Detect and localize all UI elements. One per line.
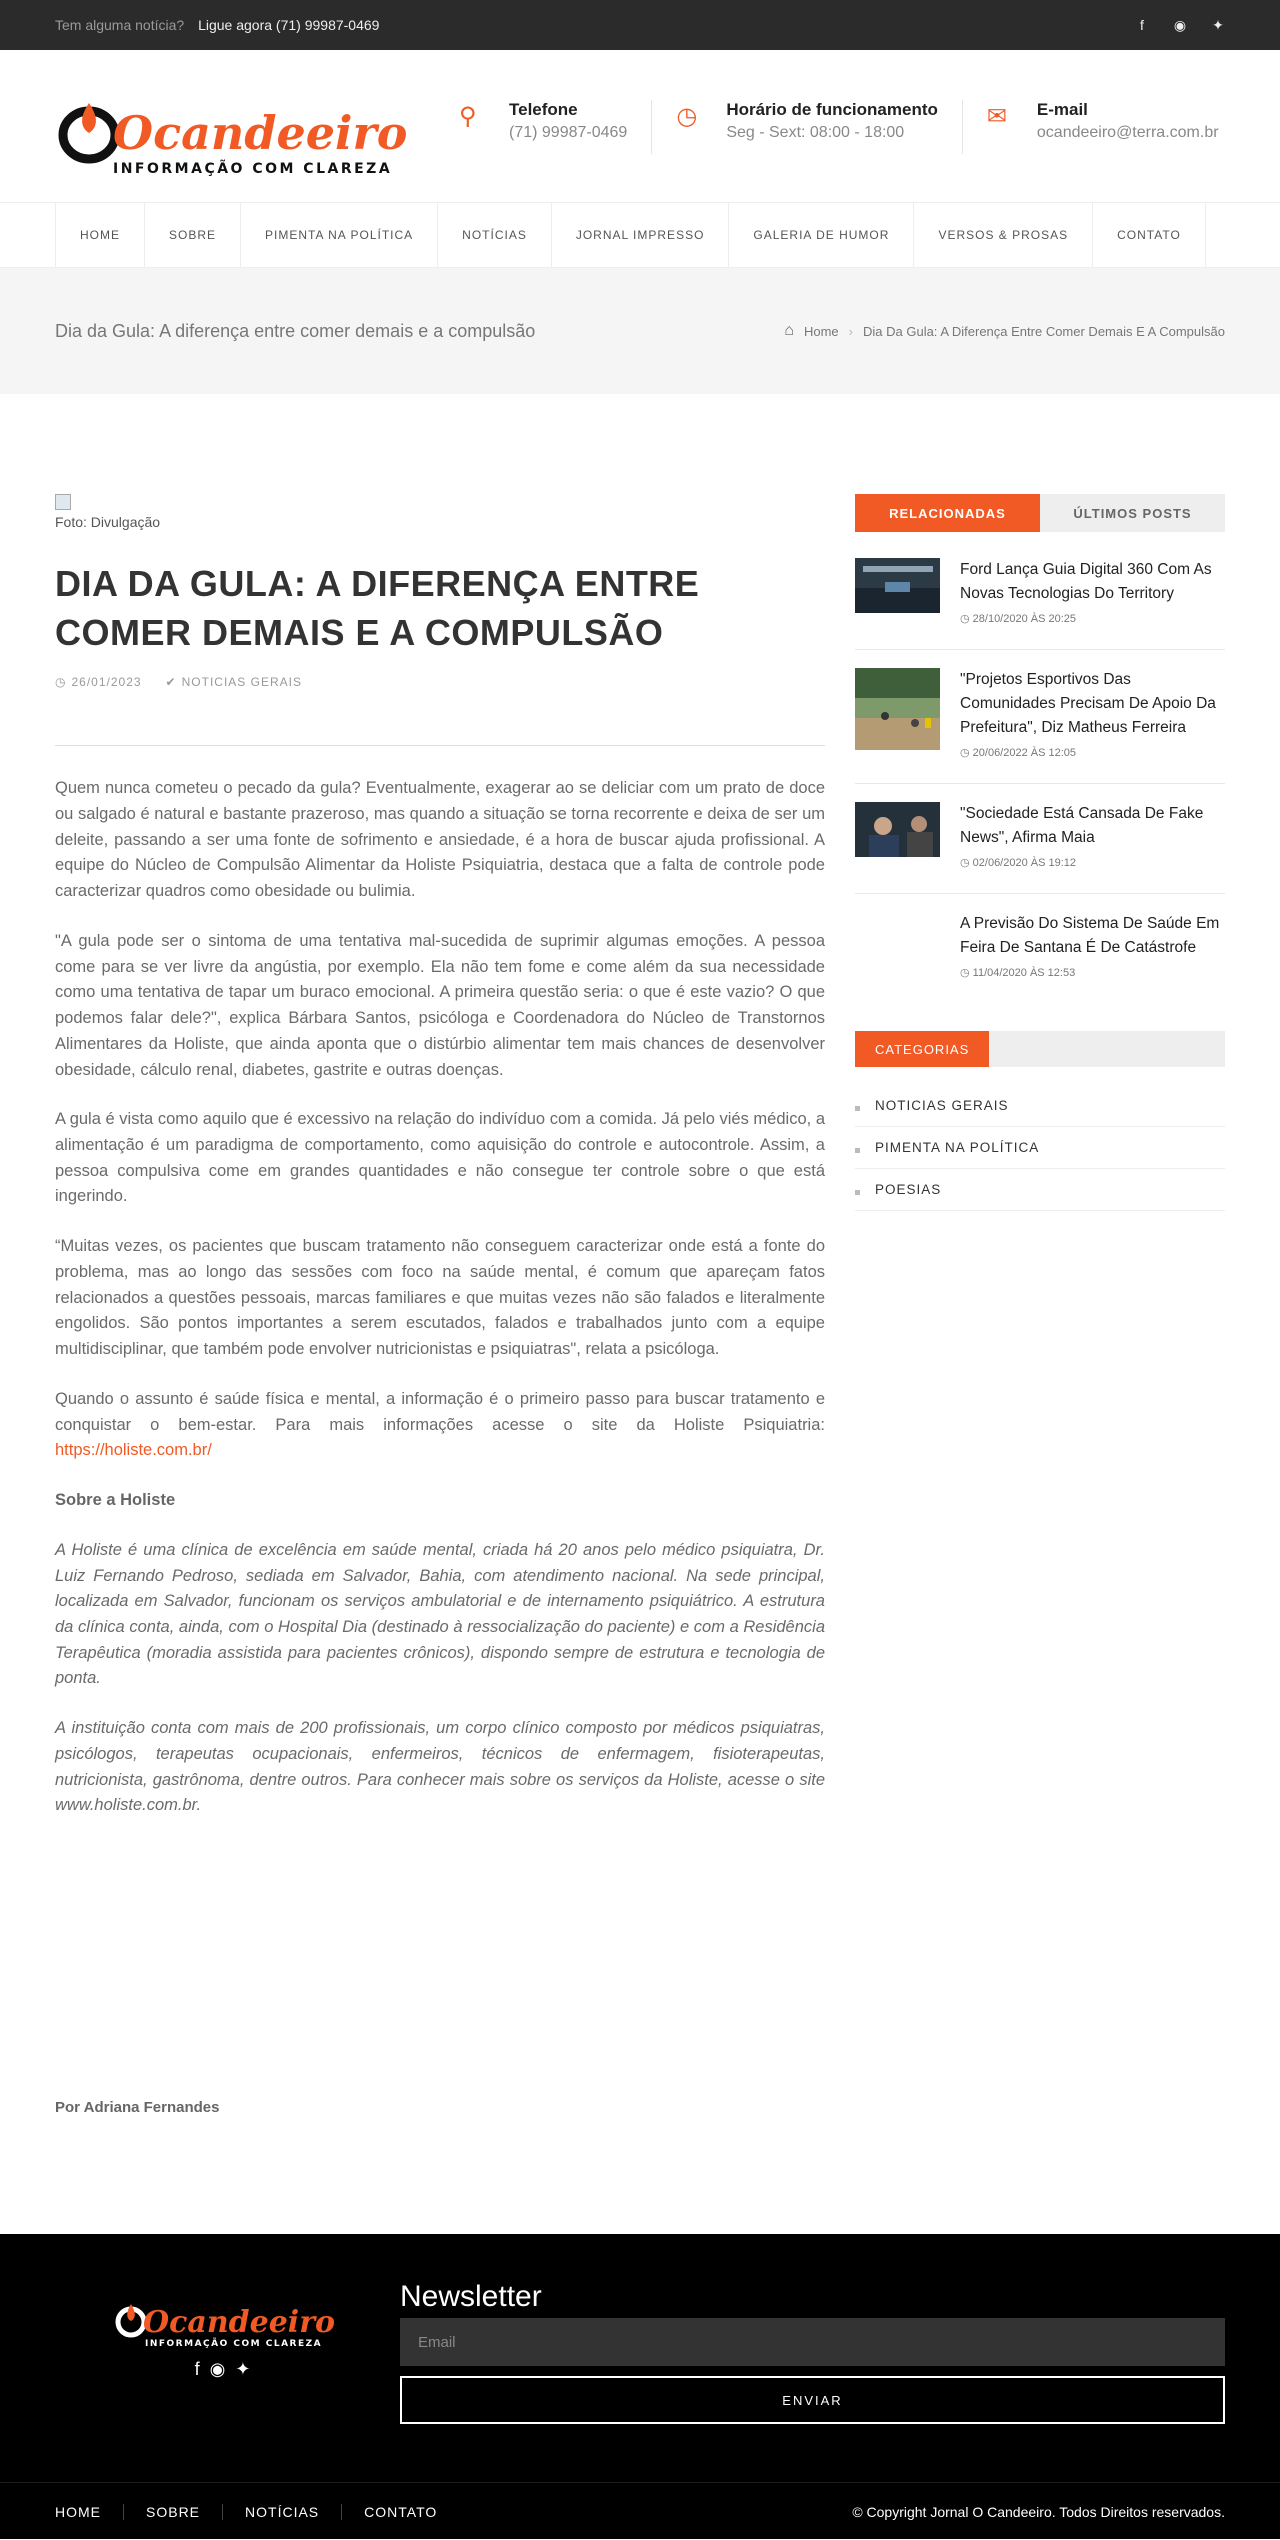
footer-social [55, 2359, 400, 2380]
contact-email [963, 100, 1219, 154]
sidebar-post[interactable] [855, 558, 1225, 650]
top-bar-question: Tem alguma notícia? [55, 17, 185, 33]
footer-logo-tagline: INFORMAÇÃO COM CLAREZA [144, 2339, 322, 2348]
article-category-text[interactable]: NOTICIAS GERAIS [181, 675, 302, 690]
article-title: DIA DA GULA: A DIFERENÇA ENTRE COMER DEMAIS E A COMPULSÃO [55, 563, 700, 653]
post-title[interactable]: Ford Lança Guia Digital 360 Com As Novas Tecnologias Do Territory [960, 561, 1212, 603]
breadcrumb-current: Dia Da Gula: A Diferença Entre Comer Demais E A Compulsão [863, 323, 1225, 339]
post-date: ◷ 20/06/2022 ÀS 12:05 [960, 747, 1077, 760]
main-area [0, 394, 1280, 2116]
footer-nav-sobre[interactable]: SOBRE [124, 2504, 223, 2520]
nav-home[interactable]: HOME [56, 203, 145, 267]
site-logo[interactable] [55, 77, 415, 177]
category-item[interactable]: POESIAS [855, 1169, 1225, 1211]
home-icon[interactable]: ⌂ [784, 322, 794, 339]
article-subheading: Sobre a Holiste [55, 1491, 176, 1510]
article [55, 494, 825, 2116]
article-paragraph: Quem nunca cometeu o pecado da gula? Eventualmente, exagerar ao se deliciar com um prato de doce ou salgado é natural e bastante prazeroso, mas quando a situação se torna recorrente e deixa de ser um deleite, passando a ser uma fonte de sofrimento e ansiedade, é a hora de buscar ajuda profissional. A equipe do Núcleo de Compulsão Alimentar da Holiste Psiquiatria, destaca que a falta de controle pode caracterizar quadros como obesidade ou bulimia. [55, 779, 825, 901]
article-body [55, 776, 825, 1819]
category-list [855, 1085, 1225, 1211]
twitter-icon[interactable]: ✦ [235, 2359, 261, 2379]
clock-icon: ◷ [676, 102, 698, 130]
logo-wordmark: Ocandeeiro [113, 105, 408, 160]
footer-nav-contato[interactable]: CONTATO [364, 2503, 438, 2520]
top-bar [0, 0, 1280, 50]
sidebar-post[interactable] [855, 668, 1225, 784]
footer-brand [55, 2234, 400, 2482]
article-meta [55, 675, 825, 746]
categories-title: CATEGORIAS [855, 1031, 989, 1067]
sidebar-tabs [855, 494, 1225, 532]
footer-nav-home[interactable]: HOME [55, 2504, 124, 2520]
article-date [55, 675, 142, 689]
footer-nav [55, 2504, 459, 2520]
sidebar-post[interactable] [855, 912, 1225, 1003]
footer-logo[interactable] [113, 2292, 343, 2348]
nav-pimenta[interactable]: PIMENTA NA POLÍTICA [241, 203, 438, 267]
post-date-text: 02/06/2020 ÀS 19:12 [972, 857, 1077, 870]
post-thumbnail[interactable] [855, 802, 940, 857]
map-pin-icon: ⚲ [459, 102, 477, 130]
article-paragraph: A gula é vista como aquilo que é excessivo na relação do indivíduo com a comida. Já pelo viés médico, a alimentação é um paradigma de comportamento, como aquisição do controle e autocontrole. Assim, a pessoa compulsiva come em grandes quantidades e não consegue ter controle sobre o que está ingerindo. [55, 1110, 825, 1206]
tab-ultimos-posts[interactable]: ÚLTIMOS POSTS [1040, 494, 1225, 532]
check-icon: ✔ [165, 675, 177, 690]
top-bar-call[interactable]: Ligue agora (71) 99987-0469 [198, 17, 380, 33]
nav-galeria[interactable]: GALERIA DE HUMOR [729, 203, 914, 267]
nav-noticias[interactable]: NOTÍCIAS [438, 203, 552, 267]
post-title[interactable]: "Sociedade Está Cansada De Fake News", Afirma Maia [960, 805, 1204, 847]
contact-hours [652, 100, 963, 154]
breadcrumb-home[interactable]: Home [803, 323, 839, 339]
photo-caption: Foto: Divulgação [55, 514, 161, 530]
post-date-text: 11/04/2020 ÀS 12:53 [972, 967, 1076, 980]
facebook-icon[interactable]: f [194, 2359, 210, 2379]
contact-phone-title: Telefone [509, 99, 578, 119]
nav-sobre[interactable]: SOBRE [145, 203, 241, 267]
article-paragraph: A instituição conta com mais de 200 profissionais, um corpo clínico composto por médicos psiquiatras, psicólogos, terapeutas ocupacionais, enfermeiros, técnicos de enfermagem, fisioterapeutas, nutricionista, gastrônoma, dentre outros. Para conhecer mais sobre os serviços da Holiste, acesse o site www.holiste.com.br. [55, 1719, 825, 1815]
newsletter-send-button[interactable]: ENVIAR [400, 2376, 1225, 2424]
post-date-text: 20/06/2022 ÀS 12:05 [972, 747, 1077, 760]
contact-hours-value: Seg - Sext: 08:00 - 18:00 [726, 123, 905, 141]
broken-image-icon [55, 494, 71, 510]
main-nav [0, 203, 1280, 268]
instagram-icon[interactable]: ◉ [209, 2359, 236, 2379]
top-social [1135, 17, 1225, 34]
post-title[interactable]: A Previsão Do Sistema De Saúde Em Feira De Santana É De Catástrofe [960, 915, 1220, 957]
post-thumbnail[interactable] [855, 668, 940, 750]
copyright: © Copyright Jornal O Candeeiro. Todos Direitos reservados. [852, 2503, 1225, 2520]
site-header [0, 50, 1280, 203]
article-author: Por Adriana Fernandes [55, 2099, 220, 2117]
article-category[interactable] [166, 675, 302, 689]
page-title: Dia da Gula: A diferença entre comer demais e a compulsão [55, 320, 536, 341]
page-title-bar [0, 268, 1280, 394]
instagram-icon[interactable]: ◉ [1173, 16, 1187, 33]
post-date: ◷ 11/04/2020 ÀS 12:53 [960, 967, 1076, 980]
contact-hours-title: Horário de funcionamento [726, 99, 938, 119]
contact-email-value[interactable]: ocandeeiro@terra.com.br [1036, 123, 1219, 141]
article-date-text: 26/01/2023 [71, 675, 142, 690]
article-paragraph: A Holiste é uma clínica de excelência em saúde mental, criada há 20 anos pelo médico psiquiatra, Dr. Luiz Fernando Pedroso, sediada em Salvador, Bahia, com atendimento nacional. Na sede principal, localizada em Salvador, funcionam os serviços ambulatorial e de internamento psiquiátrico. A estrutura da clínica conta, ainda, com o Hospital Dia (destinado à ressocialização do paciente) e com a Residência Terapêutica (moradia assistida para pacientes crônicos), dispondo sempre de estrutura e tecnologia de ponta. [55, 1540, 825, 1688]
contact-phone [435, 100, 652, 154]
site-footer [0, 2234, 1280, 2539]
post-thumbnail-empty[interactable] [855, 912, 940, 967]
post-title[interactable]: "Projetos Esportivos Das Comunidades Precisam De Apoio Da Prefeitura", Diz Matheus Ferreira [960, 671, 1216, 737]
nav-versos[interactable]: VERSOS & PROSAS [914, 203, 1093, 267]
contact-phone-value: (71) 99987-0469 [509, 123, 628, 141]
header-contact-info [435, 100, 1219, 154]
post-date: ◷ 02/06/2020 ÀS 19:12 [960, 857, 1077, 870]
logo-tagline: INFORMAÇÃO COM CLAREZA [113, 160, 393, 177]
sidebar-post[interactable] [855, 802, 1225, 894]
contact-email-title: E-mail [1036, 99, 1088, 119]
envelope-icon: ✉ [986, 102, 1007, 130]
post-thumbnail[interactable] [855, 558, 940, 613]
article-paragraph-link [55, 1387, 825, 1464]
twitter-icon[interactable]: ✦ [1212, 16, 1224, 33]
article-paragraph: “Muitas vezes, os pacientes que buscam tratamento não conseguem caracterizar onde está a fonte do problema, mas ao longo das sessões com foco na saúde mental, é comum que apareçam fatos relacionados a questões pessoais, marcas familiares e que muitas vezes não são falados e literalmente engolidos. São pontos importantes a serem escutados, falados e trabalhados junto com a equipe multidisciplinar, que também pode envolver nutricionistas e psiquiatras", relata a psicóloga. [55, 1237, 825, 1359]
post-date-text: 28/10/2020 ÀS 20:25 [972, 613, 1077, 626]
article-paragraph: "A gula pode ser o sintoma de uma tentativa mal-sucedida de suprimir algumas emoções. A pessoa come para se ver livre da angústia, por exemplo. Ela não tem fome e come além da sua necessidade como uma tentativa de tapar um buraco emocional. A primeira questão seria: o que é este vazio? O que podemos falar dele?", explica Bárbara Santos, psicóloga e Coordenadora do Núcleo de Transtornos Alimentares da Holiste, que ainda aponta que o distúrbio alimentar tem mais chances de desenvolver obesidade, cálculo renal, diabetes, gastrite e outras doenças. [55, 931, 825, 1079]
top-bar-contact [55, 17, 379, 33]
newsletter-email-input[interactable]: Email [400, 2318, 1225, 2366]
category-item[interactable]: NOTICIAS GERAIS [855, 1085, 1225, 1127]
newsletter [400, 2234, 1225, 2482]
footer-nav-noticias[interactable]: NOTÍCIAS [223, 2504, 342, 2520]
breadcrumb [784, 322, 1225, 340]
tab-relacionadas[interactable]: RELACIONADAS [855, 494, 1040, 532]
nav-contato[interactable]: CONTATO [1093, 203, 1206, 267]
facebook-icon[interactable]: f [1140, 16, 1144, 33]
holiste-link[interactable]: https://holiste.com.br/ [55, 1441, 212, 1460]
nav-jornal[interactable]: JORNAL IMPRESSO [552, 203, 730, 267]
breadcrumb-separator: › [848, 323, 853, 339]
footer-logo-wordmark: Ocandeeiro [142, 2305, 335, 2340]
sidebar [855, 494, 1225, 2116]
post-date: ◷ 28/10/2020 ÀS 20:25 [960, 613, 1077, 626]
newsletter-title: Newsletter [400, 2280, 542, 2313]
article-paragraph-text: Quando o assunto é saúde física e mental, a informação é o primeiro passo para buscar tratamento e conquistar o bem-estar. Para mais informações acesse o site da Holiste Psiquiatria: [55, 1389, 825, 1434]
category-item[interactable]: PIMENTA NA POLÍTICA [855, 1127, 1225, 1169]
clock-icon: ◷ [55, 675, 67, 690]
categories-header [855, 1031, 1225, 1067]
footer-bottom [0, 2482, 1280, 2539]
